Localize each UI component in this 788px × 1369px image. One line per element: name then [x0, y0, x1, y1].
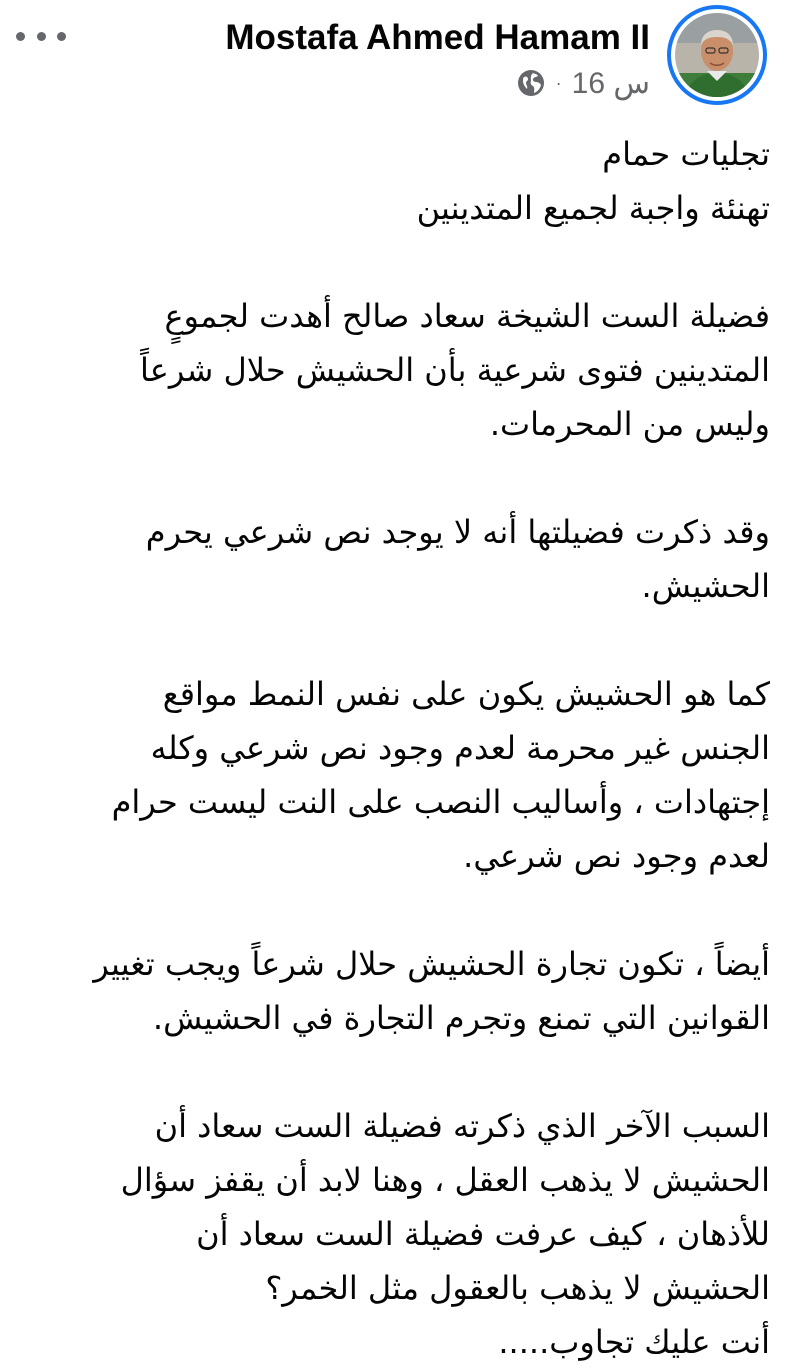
post-paragraph: فضيلة الست الشيخة سعاد صالح أهدت لجموعٍ المتدينين فتوى شرعية بأن الحشيش حلال شرعاً وليس من المحرمات. — [140, 297, 770, 443]
post-body — [30, 127, 770, 1369]
post-header — [0, 0, 788, 120]
author-name[interactable]: Mostafa Ahmed Hamam II — [225, 18, 650, 57]
more-options-button[interactable] — [16, 24, 66, 48]
more-dot — [37, 32, 46, 41]
globe-icon — [516, 68, 546, 98]
profile-photo — [675, 13, 759, 97]
post-paragraph: وقد ذكرت فضيلتها أنه لا يوجد نص شرعي يحرم الحشيش. — [145, 513, 770, 605]
meta-separator: · — [555, 72, 562, 93]
post-time[interactable]: 16 س — [571, 66, 650, 100]
post-paragraph: كما هو الحشيش يكون على نفس النمط مواقع الجنس غير محرمة لعدم وجود نص شرعي وكله إجتهادات ، وأساليب النصب على النت ليست حرام لعدم وجود نص شرعي. — [111, 675, 770, 875]
more-dot — [16, 32, 25, 41]
post-meta — [516, 63, 650, 103]
post-paragraph: السبب الآخر الذي ذكرته فضيلة الست سعاد أن الحشيش لا يذهب العقل ، وهنا لابد أن يقفز سؤال للأذهان ، كيف عرفت فضيلة الست سعاد أن الحشيش لا يذهب بالعقول مثل الخمر؟ أنت عليك تجاوب..... — [120, 1107, 770, 1361]
avatar[interactable] — [667, 5, 767, 105]
more-dot — [57, 32, 66, 41]
post-paragraph: تجليات حمام تهنئة واجبة لجميع المتدينين — [416, 135, 770, 227]
post-paragraph: أيضاً ، تكون تجارة الحشيش حلال شرعاً ويجب تغيير القوانين التي تمنع وتجرم التجارة في الحشيش. — [93, 945, 770, 1037]
